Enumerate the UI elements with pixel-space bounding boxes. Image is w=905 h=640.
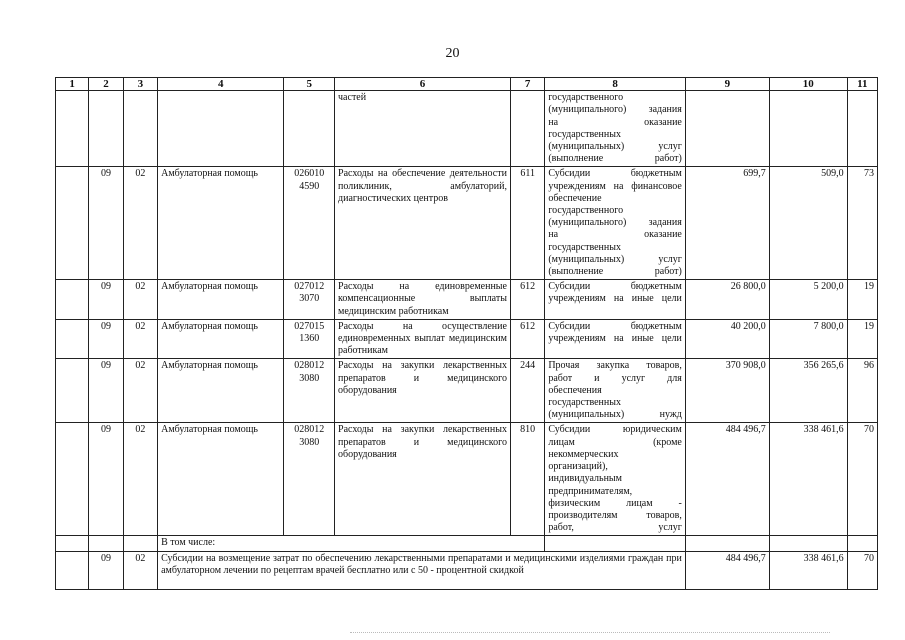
empty-cell	[769, 536, 847, 551]
cell-col1	[56, 359, 89, 423]
cell-expense-type	[510, 91, 544, 167]
table-row	[56, 167, 878, 280]
column-header: 1	[56, 78, 89, 91]
cell-name: Амбулаторная помощь	[158, 359, 284, 423]
cell-expense-description: Расходы на закупки лекарственных препаратов и медицинского оборудования	[335, 359, 511, 423]
empty-cell	[123, 536, 157, 551]
budget-table	[55, 77, 878, 590]
cell-col1	[56, 91, 89, 167]
cell-name: Амбулаторная помощь	[158, 167, 284, 280]
cell-actual-amount: 356 265,6	[769, 359, 847, 423]
scan-artifact-line	[350, 632, 830, 634]
cell-text-line: физическим лицам -	[548, 497, 682, 509]
cell-actual-amount: 509,0	[769, 167, 847, 280]
table-row	[56, 319, 878, 359]
cell-expense-description: Расходы на осуществление единовременных выплат медицинским работникам	[335, 319, 511, 359]
cell-expense-type: 612	[510, 280, 544, 320]
cell-col1	[56, 280, 89, 320]
column-header: 7	[510, 78, 544, 91]
cell-text-line: обеспечения	[548, 384, 602, 396]
cell-col1	[56, 167, 89, 280]
table-row	[56, 423, 878, 536]
cell-expense-type: 612	[510, 319, 544, 359]
table-row	[56, 359, 878, 423]
cell-text-line: государственных	[548, 241, 621, 253]
cell-name	[158, 91, 284, 167]
cell-percent: 19	[847, 319, 877, 359]
cell-subsection: 02	[123, 359, 157, 423]
cell-text-line: лицам (кроме	[548, 436, 682, 448]
cell-subsection: 02	[123, 319, 157, 359]
cell-section	[89, 91, 123, 167]
cell-text-line: некоммерческих	[548, 448, 619, 460]
cell-text-line: (выполнение работ)	[548, 266, 682, 278]
cell-subsection: 02	[123, 551, 157, 589]
cell-actual-amount: 338 461,6	[769, 423, 847, 536]
cell-actual-amount: 7 800,0	[769, 319, 847, 359]
cell-subsection: 02	[123, 167, 157, 280]
cell-expense-type-name	[545, 319, 686, 359]
column-header: 10	[769, 78, 847, 91]
cell-target-code: 028012 3080	[284, 423, 335, 536]
header-row	[56, 78, 878, 91]
column-header: 9	[685, 78, 769, 91]
cell-text-line: (выполнение работ)	[548, 153, 682, 165]
cell-text-line: производителям товаров,	[548, 509, 682, 521]
cell-text-line: обеспечение	[548, 192, 602, 204]
cell-plan-amount: 370 908,0	[685, 359, 769, 423]
cell-expense-description: Расходы на единовременные компенсационные выплаты медицинским работникам	[335, 280, 511, 320]
cell-plan-amount: 40 200,0	[685, 319, 769, 359]
cell-plan-amount: 699,7	[685, 167, 769, 280]
cell-text-line: государственного	[548, 205, 624, 217]
cell-section: 09	[89, 319, 123, 359]
cell-text-line: на оказание	[548, 229, 682, 241]
cell-percent: 70	[847, 423, 877, 536]
cell-expense-description: Расходы на обеспечение деятельности поликлиник, амбулаторий, диагностических центров	[335, 167, 511, 280]
cell-text-line: (муниципальных) услуг	[548, 141, 682, 153]
cell-text-line: индивидуальным	[548, 473, 622, 485]
in-total-label: В том числе:	[158, 536, 545, 551]
column-header: 5	[284, 78, 335, 91]
cell-expense-type-name	[545, 423, 686, 536]
cell-text-line: государственных	[548, 128, 621, 140]
cell-name: Амбулаторная помощь	[158, 423, 284, 536]
cell-section: 09	[89, 167, 123, 280]
table-row	[56, 280, 878, 320]
cell-plan-amount: 484 496,7	[685, 551, 769, 589]
empty-cell	[847, 536, 877, 551]
cell-text-line: учреждениям на финансовое	[548, 180, 682, 192]
cell-text-line: (муниципального) задания	[548, 104, 682, 116]
empty-cell	[685, 536, 769, 551]
cell-expense-description: Расходы на закупки лекарственных препаратов и медицинского оборудования	[335, 423, 511, 536]
table-row	[56, 91, 878, 167]
cell-text-line: государственных	[548, 397, 621, 409]
empty-cell	[545, 536, 686, 551]
cell-expense-description: частей	[335, 91, 511, 167]
cell-name: Амбулаторная помощь	[158, 280, 284, 320]
empty-cell	[56, 551, 89, 589]
cell-col1	[56, 423, 89, 536]
cell-target-code	[284, 91, 335, 167]
cell-expense-type: 611	[510, 167, 544, 280]
cell-subsection: 02	[123, 423, 157, 536]
cell-actual-amount	[769, 91, 847, 167]
cell-percent: 19	[847, 280, 877, 320]
cell-target-code: 026010 4590	[284, 167, 335, 280]
cell-col1	[56, 319, 89, 359]
cell-text-line: (муниципальных) нужд	[548, 409, 682, 421]
cell-expense-type-name	[545, 280, 686, 320]
cell-expense-type-name	[545, 91, 686, 167]
cell-text-line: Прочая закупка товаров,	[548, 360, 682, 372]
cell-percent: 96	[847, 359, 877, 423]
in-total-row	[56, 536, 878, 551]
cell-text-line: работ и услуг для	[548, 372, 682, 384]
column-header: 8	[545, 78, 686, 91]
cell-text-line: работ, услуг	[548, 522, 682, 534]
cell-target-code: 028012 3080	[284, 359, 335, 423]
cell-percent: 70	[847, 551, 877, 589]
cell-text-line: учреждениям на иные цели	[548, 293, 682, 305]
cell-plan-amount	[685, 91, 769, 167]
column-header: 4	[158, 78, 284, 91]
cell-text-line: государственного	[548, 92, 624, 104]
cell-target-code: 027015 1360	[284, 319, 335, 359]
cell-expense-type-name	[545, 359, 686, 423]
cell-percent	[847, 91, 877, 167]
cell-section: 09	[89, 423, 123, 536]
column-header: 2	[89, 78, 123, 91]
cell-text-line: (муниципального) задания	[548, 217, 682, 229]
column-header: 11	[847, 78, 877, 91]
cell-subsection	[123, 91, 157, 167]
cell-target-code: 027012 3070	[284, 280, 335, 320]
cell-text-line: учреждениям на иные цели	[548, 333, 682, 345]
cell-expense-type: 810	[510, 423, 544, 536]
page-number: 20	[445, 46, 460, 61]
cell-name: Амбулаторная помощь	[158, 319, 284, 359]
cell-text-line: на оказание	[548, 116, 682, 128]
cell-text-line: Субсидии юридическим	[548, 424, 682, 436]
cell-subsection: 02	[123, 280, 157, 320]
cell-section: 09	[89, 280, 123, 320]
subsidy-row	[56, 551, 878, 589]
column-header: 3	[123, 78, 157, 91]
cell-expense-type: 244	[510, 359, 544, 423]
cell-text-line: (муниципальных) услуг	[548, 253, 682, 265]
cell-percent: 73	[847, 167, 877, 280]
subsidy-description: Субсидии на возмещение затрат по обеспечению лекарственными препаратами и медицинскими изделиями граждан при амбулаторном лечении по рецептам врачей бесплатно или с 50 - процентной скидкой	[158, 551, 686, 589]
column-header: 6	[335, 78, 511, 91]
cell-text-line: предпринимателям,	[548, 485, 633, 497]
cell-plan-amount: 484 496,7	[685, 423, 769, 536]
empty-cell	[89, 536, 123, 551]
cell-actual-amount: 338 461,6	[769, 551, 847, 589]
cell-plan-amount: 26 800,0	[685, 280, 769, 320]
cell-text-line: Субсидии бюджетным	[548, 320, 682, 332]
cell-section: 09	[89, 359, 123, 423]
cell-text-line: Субсидии бюджетным	[548, 281, 682, 293]
cell-expense-type-name	[545, 167, 686, 280]
cell-text-line: организаций),	[548, 461, 608, 473]
cell-text-line: Субсидии бюджетным	[548, 168, 682, 180]
empty-cell	[56, 536, 89, 551]
cell-section: 09	[89, 551, 123, 589]
cell-actual-amount: 5 200,0	[769, 280, 847, 320]
